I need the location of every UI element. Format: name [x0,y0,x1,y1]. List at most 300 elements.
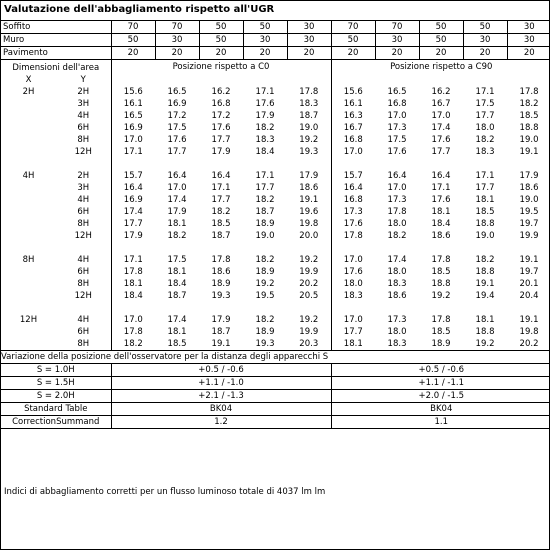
room-y: 4H [77,255,90,265]
reflectance-value: 50 [331,34,375,47]
ugr-value-c0: 18.2 [255,315,275,325]
ugr-value-c0: 18.2 [167,231,187,241]
ugr-value-c90: 18.5 [431,267,451,277]
ugr-value-c90: 18.2 [519,99,539,109]
ugr-value-c90: 17.7 [431,147,451,157]
ugr-value-c0: 18.6 [211,267,231,277]
ugr-value-c90: 18.5 [475,207,495,217]
blank-cell [1,158,111,170]
variation-c90: +2.0 / -1.5 [331,390,550,403]
reflectance-value: 20 [199,47,243,60]
room-x: 12H [19,315,38,325]
room-x [1,194,56,206]
ugr-value-c0: 17.7 [255,183,275,193]
ugr-value-c90: 16.5 [387,87,407,97]
reflectance-value: 30 [507,21,550,34]
room-x [1,266,56,278]
correction-c0: 1.2 [111,416,331,429]
standard-table-c90: BK04 [331,403,550,416]
variation-label: Variazione della posizione dell'osservatore per la distanza degli apparecchi S [1,351,550,364]
position-c90-label: Posizione rispetto a C90 [331,60,550,75]
ugr-value-c0: 17.2 [167,111,187,121]
ugr-value-c0: 18.7 [255,207,275,217]
ugr-value-c0: 17.0 [167,183,187,193]
ugr-value-c90: 16.7 [331,122,375,134]
table-row [1,182,550,194]
table-row [1,206,550,218]
ugr-value-c0: 17.1 [255,171,275,181]
reflectance-value: 20 [331,47,375,60]
room-y: 8H [77,219,90,229]
ugr-value-c0: 17.4 [167,315,187,325]
variation-row [1,377,550,390]
ugr-value-c0: 18.4 [255,147,275,157]
reflectance-value: 70 [111,21,155,34]
ugr-value-c0: 17.9 [211,147,231,157]
ugr-value-c90: 18.6 [387,291,407,301]
ugr-value-c0: 18.2 [111,338,155,351]
ugr-value-c90: 20.1 [519,279,539,289]
ugr-value-c90: 17.0 [387,183,407,193]
variation-spacing: S = 1.5H [1,377,111,390]
ugr-value-c90: 18.8 [431,279,451,289]
ugr-value-c90: 17.8 [431,315,451,325]
ugr-value-c0: 18.4 [111,290,155,302]
ugr-value-c90: 17.7 [475,183,495,193]
reflectance-label: Muro [1,34,111,47]
ugr-value-c0: 18.2 [255,255,275,265]
group-gap-row [1,302,550,314]
ugr-value-c90: 19.1 [475,279,495,289]
ugr-value-c0: 16.4 [167,171,187,181]
ugr-value-c90: 17.1 [475,171,495,181]
blank-cell [111,242,331,254]
ugr-value-c0: 19.2 [299,135,319,145]
ugr-value-c90: 17.7 [331,326,375,338]
ugr-value-c90: 17.0 [331,314,375,326]
ugr-value-c90: 17.3 [331,206,375,218]
ugr-value-c90: 18.5 [519,111,539,121]
ugr-value-c90: 18.1 [331,338,375,351]
ugr-value-c90: 15.7 [331,170,375,182]
ugr-value-c0: 20.3 [299,339,319,349]
ugr-value-c0: 17.9 [255,111,275,121]
ugr-value-c0: 17.4 [111,206,155,218]
correction-label: CorrectionSummand [1,416,111,429]
ugr-value-c0: 17.8 [211,255,231,265]
ugr-value-c90: 16.4 [387,171,407,181]
reflectance-value: 50 [463,21,507,34]
ugr-value-c0: 17.6 [211,123,231,133]
ugr-value-c90: 19.5 [519,207,539,217]
correction-c90: 1.1 [331,416,550,429]
reflectance-value: 50 [199,34,243,47]
ugr-value-c90: 17.0 [331,254,375,266]
reflectance-value: 20 [287,47,331,60]
ugr-value-c0: 16.9 [167,99,187,109]
ugr-value-c90: 18.0 [387,219,407,229]
ugr-value-c90: 16.1 [331,98,375,110]
ugr-value-c0: 19.3 [255,339,275,349]
room-y: 12H [74,291,92,301]
room-y: 2H [77,171,90,181]
ugr-value-c0: 17.7 [211,135,231,145]
ugr-value-c0: 17.9 [211,315,231,325]
table-row [1,194,550,206]
ugr-value-c0: 18.9 [211,279,231,289]
ugr-value-c0: 19.9 [299,327,319,337]
ugr-value-c90: 17.0 [331,146,375,158]
ugr-value-c90: 18.8 [519,123,539,133]
reflectance-label: Pavimento [1,47,111,60]
ugr-value-c0: 18.9 [255,267,275,277]
reflectance-value: 70 [375,21,419,34]
ugr-value-c0: 18.2 [255,123,275,133]
reflectance-value: 20 [463,47,507,60]
ugr-value-c90: 18.9 [431,339,451,349]
ugr-table [1,20,550,429]
reflectance-value: 50 [243,21,287,34]
ugr-value-c0: 19.6 [299,207,319,217]
table-row [1,278,550,290]
ugr-value-c0: 17.8 [111,326,155,338]
ugr-value-c90: 17.3 [387,195,407,205]
ugr-value-c0: 19.8 [299,219,319,229]
ugr-value-c90: 19.2 [431,291,451,301]
standard-table-row [1,403,550,416]
table-row [1,338,550,351]
reflectance-value: 50 [111,34,155,47]
reflectance-value: 50 [419,21,463,34]
ugr-value-c0: 17.9 [111,230,155,242]
ugr-value-c0: 19.9 [299,267,319,277]
ugr-value-c0: 15.7 [111,170,155,182]
ugr-value-c90: 18.1 [475,315,495,325]
table-row [1,98,550,110]
ugr-value-c0: 20.5 [299,291,319,301]
ugr-value-c90: 19.7 [519,219,539,229]
ugr-value-c0: 17.5 [167,255,187,265]
blank-cell [331,74,550,86]
table-row [1,146,550,158]
ugr-value-c90: 18.0 [387,327,407,337]
room-x [1,206,56,218]
reflectance-value: 20 [155,47,199,60]
room-x [1,182,56,194]
variation-c90: +1.1 / -1.1 [331,377,550,390]
ugr-value-c90: 17.3 [387,315,407,325]
table-row [1,266,550,278]
ugr-value-c90: 17.0 [431,111,451,121]
ugr-value-c0: 16.4 [211,171,231,181]
room-y: 8H [77,135,90,145]
ugr-value-c90: 18.8 [475,267,495,277]
ugr-value-c90: 19.1 [519,255,539,265]
ugr-value-c0: 15.6 [111,86,155,98]
ugr-value-c90: 17.6 [431,195,451,205]
room-x [1,278,56,290]
reflectance-value: 30 [155,34,199,47]
ugr-value-c90: 18.0 [331,278,375,290]
room-x: 8H [22,255,35,265]
ugr-value-c90: 18.4 [431,219,451,229]
ugr-value-c90: 20.2 [519,339,539,349]
ugr-value-c90: 16.8 [331,134,375,146]
room-x [1,122,56,134]
ugr-value-c0: 18.5 [211,219,231,229]
ugr-value-c90: 17.4 [431,123,451,133]
ugr-value-c0: 18.2 [211,207,231,217]
room-y: 2H [77,87,90,97]
ugr-value-c0: 17.9 [299,171,319,181]
ugr-value-c90: 18.0 [475,123,495,133]
reflectance-value: 30 [287,34,331,47]
ugr-value-c0: 18.1 [167,267,187,277]
ugr-value-c90: 17.8 [331,230,375,242]
table-row [1,314,550,326]
ugr-value-c0: 18.3 [255,135,275,145]
reflectance-value: 50 [199,21,243,34]
variation-c0: +1.1 / -1.0 [111,377,331,390]
ugr-value-c90: 17.4 [387,255,407,265]
ugr-value-c90: 19.1 [519,147,539,157]
dimension-label: Dimensioni dell'area [12,63,100,73]
reflectance-value: 20 [111,47,155,60]
ugr-value-c0: 16.2 [211,87,231,97]
standard-table-label: Standard Table [1,403,111,416]
ugr-value-c90: 18.3 [331,290,375,302]
ugr-table-body [1,21,550,429]
ugr-value-c0: 16.5 [111,110,155,122]
table-row [1,290,550,302]
ugr-value-c90: 15.6 [331,86,375,98]
variation-c90: +0.5 / -0.6 [331,364,550,377]
ugr-value-c0: 18.7 [211,231,231,241]
room-y: 3H [77,99,90,109]
ugr-value-c0: 19.3 [299,147,319,157]
ugr-value-c90: 18.2 [387,231,407,241]
reflectance-value: 20 [375,47,419,60]
blank-cell [1,302,111,314]
table-row [1,86,550,98]
ugr-value-c90: 16.7 [431,99,451,109]
ugr-value-c0: 18.3 [299,99,319,109]
ugr-value-c0: 16.4 [111,182,155,194]
reflectance-row [1,34,550,47]
ugr-value-c0: 17.8 [299,87,319,97]
blank-cell [111,302,331,314]
ugr-value-c90: 17.9 [519,171,539,181]
variation-row [1,390,550,403]
room-y: 8H [77,279,90,289]
ugr-value-c90: 17.6 [331,266,375,278]
room-x: 2H [22,87,35,97]
room-y: 4H [77,315,90,325]
room-y: 6H [77,123,90,133]
room-x: 4H [22,171,35,181]
ugr-value-c90: 19.4 [475,291,495,301]
ugr-value-c90: 16.2 [431,87,451,97]
room-x [1,110,56,122]
ugr-value-c0: 17.9 [167,207,187,217]
ugr-value-c0: 17.0 [111,314,155,326]
ugr-value-c0: 19.0 [299,123,319,133]
ugr-value-c90: 18.6 [431,231,451,241]
ugr-value-c0: 18.4 [167,279,187,289]
variation-header-row [1,351,550,364]
ugr-value-c0: 17.1 [111,146,155,158]
ugr-value-c0: 19.2 [255,279,275,289]
ugr-value-c90: 18.8 [475,327,495,337]
ugr-value-c0: 18.1 [167,327,187,337]
ugr-value-c90: 18.3 [387,279,407,289]
variation-c0: +2.1 / -1.3 [111,390,331,403]
footer-note: Indici di abbagliamento corretti per un flusso luminoso totale di 4037 lm lm [4,487,326,497]
ugr-value-c0: 20.0 [299,231,319,241]
ugr-value-c90: 18.2 [475,255,495,265]
ugr-value-c0: 18.9 [255,327,275,337]
group-gap-row [1,242,550,254]
table-row [1,254,550,266]
ugr-value-c90: 17.3 [387,123,407,133]
ugr-value-c0: 16.5 [167,87,187,97]
ugr-value-c90: 16.3 [331,110,375,122]
table-row [1,230,550,242]
room-y: 3H [77,183,90,193]
reflectance-value: 50 [419,34,463,47]
ugr-value-c0: 16.1 [111,98,155,110]
ugr-value-c0: 18.5 [167,339,187,349]
correction-row [1,416,550,429]
reflectance-value: 20 [243,47,287,60]
room-y: 4H [77,111,90,121]
ugr-value-c0: 19.1 [299,195,319,205]
ugr-value-c90: 16.4 [431,171,451,181]
blank-cell [1,242,111,254]
ugr-value-c0: 19.0 [255,231,275,241]
ugr-value-c0: 18.7 [211,327,231,337]
ugr-value-c90: 20.4 [519,291,539,301]
ugr-value-c0: 17.8 [111,266,155,278]
ugr-value-c0: 17.7 [211,195,231,205]
ugr-value-c0: 17.6 [255,99,275,109]
ugr-value-c0: 18.6 [299,183,319,193]
ugr-value-c90: 17.6 [431,135,451,145]
room-x [1,338,56,351]
ugr-value-c90: 18.8 [475,219,495,229]
ugr-value-c90: 19.1 [519,315,539,325]
ugr-value-c0: 17.1 [255,87,275,97]
ugr-value-c0: 17.7 [111,218,155,230]
room-y: 8H [77,339,90,349]
axis-header-row [1,74,550,86]
ugr-value-c90: 17.7 [475,111,495,121]
ugr-value-c90: 18.2 [475,135,495,145]
ugr-value-c0: 16.8 [211,99,231,109]
ugr-value-c0: 19.3 [211,291,231,301]
ugr-value-c0: 17.6 [167,135,187,145]
reflectance-value: 30 [243,34,287,47]
reflectance-label: Soffito [1,21,111,34]
room-x [1,218,56,230]
ugr-value-c0: 17.7 [167,147,187,157]
ugr-value-c90: 17.6 [387,147,407,157]
ugr-value-c90: 17.1 [431,183,451,193]
table-row [1,122,550,134]
reflectance-row [1,21,550,34]
room-x [1,146,56,158]
room-y: 4H [77,195,90,205]
axis-x-label: X [25,75,32,85]
ugr-value-c90: 17.6 [331,218,375,230]
reflectance-value: 30 [507,34,550,47]
ugr-value-c0: 16.9 [111,122,155,134]
ugr-value-c0: 18.7 [167,291,187,301]
room-y: 12H [74,147,92,157]
reflectance-row [1,47,550,60]
ugr-value-c90: 17.5 [475,99,495,109]
ugr-value-c0: 17.4 [167,195,187,205]
ugr-value-c90: 17.0 [387,111,407,121]
ugr-value-c0: 19.1 [211,339,231,349]
reflectance-value: 30 [463,34,507,47]
table-row [1,218,550,230]
ugr-value-c90: 18.1 [475,195,495,205]
ugr-value-c90: 17.8 [431,255,451,265]
ugr-value-c0: 17.1 [111,254,155,266]
ugr-value-c90: 18.1 [431,207,451,217]
table-row [1,326,550,338]
blank-cell [331,302,550,314]
ugr-value-c90: 18.6 [519,183,539,193]
ugr-value-c90: 16.4 [331,182,375,194]
ugr-value-c90: 19.8 [519,327,539,337]
blank-cell [111,74,331,86]
standard-table-c0: BK04 [111,403,331,416]
blank-cell [331,242,550,254]
ugr-value-c90: 17.8 [519,87,539,97]
ugr-value-c0: 20.2 [299,279,319,289]
ugr-value-c0: 18.9 [255,219,275,229]
ugr-value-c0: 18.7 [299,111,319,121]
ugr-value-c0: 17.5 [167,123,187,133]
ugr-value-c0: 19.2 [299,315,319,325]
room-y: 6H [77,207,90,217]
ugr-value-c0: 19.2 [299,255,319,265]
room-y: 6H [77,267,90,277]
axis-y-label: Y [80,75,86,85]
blank-cell [111,158,331,170]
variation-row [1,364,550,377]
dimension-header-row [1,60,550,75]
ugr-value-c90: 18.3 [475,147,495,157]
ugr-value-c90: 19.0 [475,231,495,241]
table-row [1,134,550,146]
reflectance-value: 30 [375,34,419,47]
ugr-value-c0: 18.1 [167,219,187,229]
ugr-value-c0: 17.2 [211,111,231,121]
ugr-value-c0: 18.2 [255,195,275,205]
ugr-value-c90: 18.5 [431,327,451,337]
reflectance-value: 20 [507,47,550,60]
ugr-value-c90: 19.0 [519,135,539,145]
ugr-value-c90: 17.8 [387,207,407,217]
ugr-value-c90: 19.2 [475,339,495,349]
ugr-value-c90: 18.3 [387,339,407,349]
ugr-value-c0: 17.1 [211,183,231,193]
room-x [1,290,56,302]
room-x [1,326,56,338]
